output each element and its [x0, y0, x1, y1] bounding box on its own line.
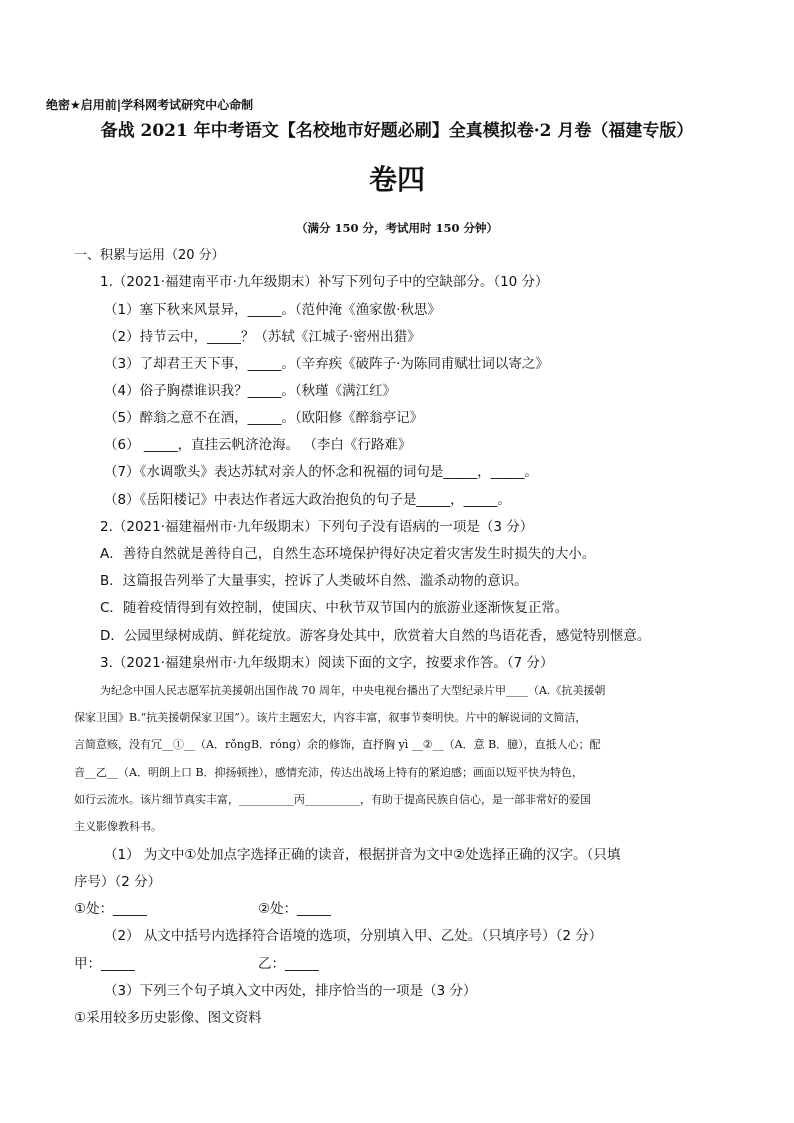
paper-info: （满分 150 分，考试用时 150 分钟）	[295, 221, 499, 235]
q1-item: （7）《水调歌头》表达苏轼对亲人的怀念和祝福的词句是_____，_____。	[104, 464, 538, 480]
q2-option-a: A．善待自然就是善待自己，自然生态环境保护得好决定着灾害发生时损失的大小。	[100, 546, 596, 562]
q1-item: （8）《岳阳楼记》中表达作者远大政治抱负的句子是_____，_____。	[104, 492, 511, 508]
q1-item: （5）醉翁之意不在酒，_____。（欧阳修《醉翁亭记》	[104, 410, 424, 426]
q3-passage-line: 保家卫国》B.“抗美援朝保家卫国”）。该片主题宏大，内容丰富，叙事节奏明快。片中的解说词的文简洁，	[74, 711, 587, 724]
q1-item: （3）了却君王天下事，_____。（辛弃疾《破阵子·为陈同甫赋壮词以寄之》	[104, 356, 549, 372]
q3-sub1-blank-2[interactable]: ②处：_____	[258, 901, 331, 917]
q2-option-d: D．公园里绿树成荫、鲜花绽放。游客身处其中，欣赏着大自然的鸟语花香，感觉特别惬意。	[100, 628, 651, 644]
q2-option-b: B．这篇报告列举了大量事实，控诉了人类破坏自然、滥杀动物的意识。	[100, 573, 528, 589]
q3-sub2-blank-1[interactable]: 甲：_____	[74, 956, 135, 972]
q3-sub2: （2） 从文中括号内选择符合语境的选项，分别填入甲、乙处。（只填序号）（2 分）	[104, 928, 603, 944]
q3-passage-line: 为纪念中国人民志愿军抗美援朝出国作战 70 周年，中央电视台播出了大型纪录片甲____（A.《抗美援朝	[100, 684, 606, 697]
section-heading: 一、积累与运用（20 分）	[74, 248, 225, 263]
q3-passage-line: 主义影像教科书。	[74, 820, 162, 833]
q1-item: （4）俗子胸襟谁识我？_____。（秋瑾《满江红》	[104, 383, 397, 399]
top-note: 绝密★启用前|学科网考试研究中心命制	[46, 98, 254, 112]
q2-option-c: C．随着疫情得到有效控制，使国庆、中秋节双节国内的旅游业逐渐恢复正常。	[100, 600, 569, 616]
q1-item: （1）塞下秋来风景异，_____。（范仲淹《渔家傲·秋思》	[104, 302, 441, 318]
question-3-stem: 3.（2021·福建泉州市·九年级期末）阅读下面的文字，按要求作答。（7 分）	[100, 655, 554, 671]
question-2-stem: 2.（2021·福建福州市·九年级期末）下列句子没有语病的一项是（3 分）	[100, 519, 534, 535]
q3-sub1: （1） 为文中①处加点字选择正确的读音，根据拼音为文中②处选择正确的汉字。（只填	[104, 847, 621, 863]
q3-sub3: （3）下列三个句子填入文中丙处，排序恰当的一项是（3 分）	[104, 983, 477, 999]
q3-sub3-item: ①采用较多历史影像、图文资料	[74, 1010, 262, 1026]
q1-item: （2）持节云中，_____？（苏轼《江城子·密州出猎》	[104, 329, 421, 345]
q3-passage-line: 音__乙__（A．明朗上口 B．抑扬顿挫），感情充沛，传达出战场上特有的紧迫感；画面以短平快为特色，	[74, 766, 584, 779]
page-title: 备战 2021 年中考语文【名校地市好题必刷】全真模拟卷·2 月卷（福建专版）	[100, 121, 694, 141]
q3-passage-line: 言简意赅，没有冗__①__（A．rǒngB．róng）余的修饰，直抒胸 yì __②__（A．意 B．臆），直抵人心；配	[74, 738, 601, 751]
q3-sub1-blank-1[interactable]: ①处：_____	[74, 901, 147, 917]
q1-item: （6） _____，直挂云帆济沧海。 （李白《行路难》	[104, 437, 412, 453]
question-1-stem: 1.（2021·福建南平市·九年级期末）补写下列句子中的空缺部分。（10 分）	[100, 274, 549, 290]
paper-label: 卷四	[368, 163, 425, 196]
q3-passage-line: 如行云流水。该片细节真实丰富，__________丙__________，有助于提高民族自信心，是一部非常好的爱国	[74, 793, 591, 806]
q3-sub1-cont: 序号）（2 分）	[74, 874, 162, 890]
q3-sub2-blank-2[interactable]: 乙：_____	[258, 956, 319, 972]
